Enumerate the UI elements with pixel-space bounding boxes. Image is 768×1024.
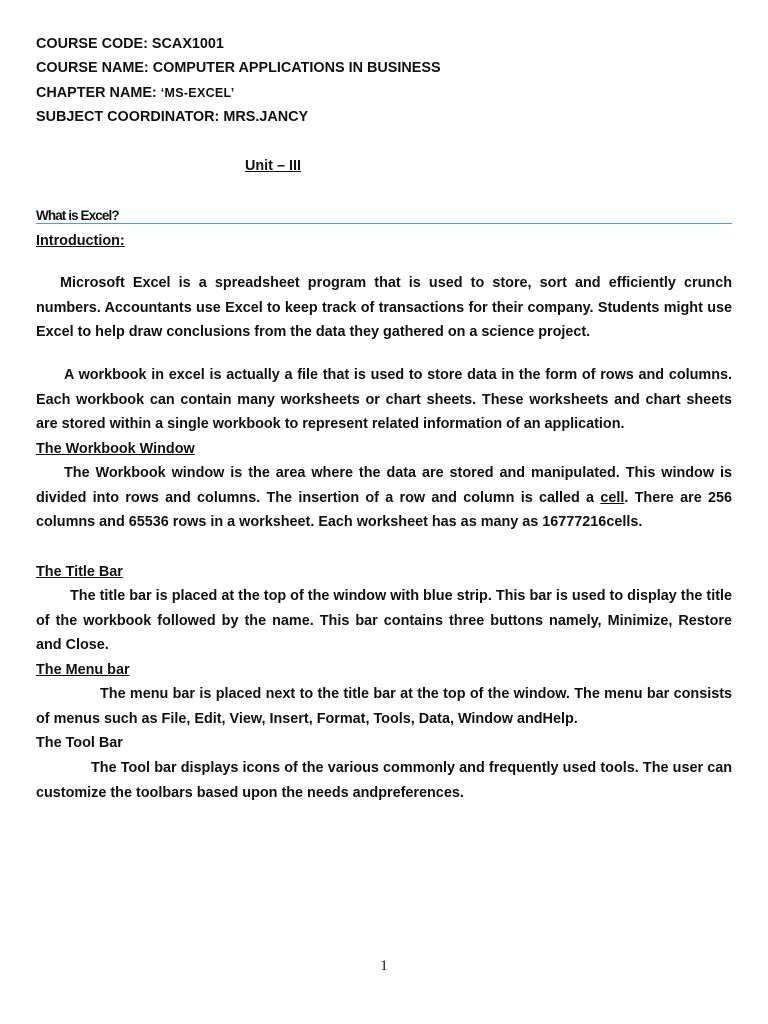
section-divider: [36, 223, 732, 224]
page-number: 1: [380, 958, 388, 974]
cell-term: cell: [600, 489, 625, 506]
course-name: COURSE NAME: COMPUTER APPLICATIONS IN BUSINESS: [36, 60, 441, 76]
title-bar-paragraph: [36, 584, 732, 658]
tool-bar-paragraph: [36, 756, 732, 805]
workbook-window-text-before: The Workbook window is the area where the data are stored and manipulated. This window is divided into rows and columns. The insertion of a row and column is called a: [36, 465, 732, 506]
unit-title: Unit – III: [245, 158, 301, 174]
workbook-paragraph-text: A workbook in excel is actually a file that is used to store data in the form of rows and columns. Each workbook can contain many worksheets or chart sheets. These worksheets and chart sheets are stored within a single workbook to represent related information of an application.: [36, 367, 732, 433]
title-bar-text: The title bar is placed at the top of the window with blue strip. This bar is used to display the title of the workbook followed by the name. This bar contains three buttons namely, Minimize, Restore and Close.: [36, 588, 732, 654]
workbook-window-paragraph: [36, 461, 732, 535]
workbook-window-heading: The Workbook Window: [36, 441, 195, 457]
menu-bar-text: The menu bar is placed next to the title bar at the top of the window. The menu bar consists of menus such as File, Edit, View, Insert, Format, Tools, Data, Window andHelp.: [36, 686, 732, 727]
intro-paragraph-text: Microsoft Excel is a spreadsheet program that is used to store, sort and efficiently crunch numbers. Accountants use Excel to keep track of transactions for their company. Students might use Excel to help draw conclusions from the data they gathered on a science project.: [36, 275, 732, 341]
workbook-paragraph: [36, 363, 732, 437]
intro-paragraph: [36, 271, 732, 345]
subject-coordinator: SUBJECT COORDINATOR: MRS.JANCY: [36, 109, 309, 125]
workbook-window-text-after: . There are 256 columns and 65536 rows in a worksheet. Each worksheet has as many as 16777216cells.: [36, 489, 732, 531]
menu-bar-paragraph: [36, 682, 732, 731]
chapter-name-value: ‘MS-EXCEL’: [160, 86, 235, 100]
chapter-name-label: CHAPTER NAME:: [36, 85, 161, 101]
course-code: COURSE CODE: SCAX1001: [36, 36, 224, 52]
menu-bar-heading: The Menu bar: [36, 662, 130, 678]
chapter-name: [36, 85, 235, 101]
tool-bar-text: The Tool bar displays icons of the various commonly and frequently used tools. The user can customize the toolbars based upon the needs andpreferences.: [36, 760, 732, 801]
introduction-heading: Introduction:: [36, 233, 125, 249]
title-bar-heading: The Title Bar: [36, 564, 123, 580]
tool-bar-heading: The Tool Bar: [36, 735, 123, 751]
what-is-excel-heading: What is Excel?: [36, 208, 119, 223]
